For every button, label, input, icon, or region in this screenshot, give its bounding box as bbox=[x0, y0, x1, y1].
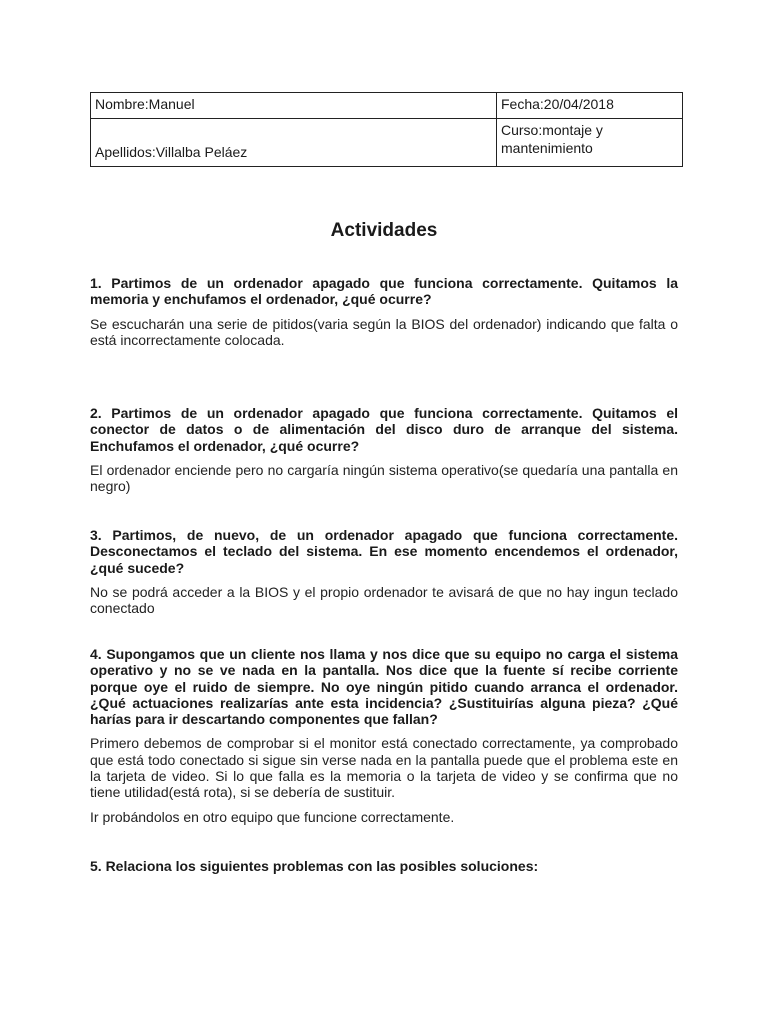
surname-cell: Apellidos:Villalba Peláez bbox=[91, 119, 497, 167]
activity-3 bbox=[90, 527, 678, 616]
question-5: 5. Relaciona los siguientes problemas con las posibles soluciones: bbox=[90, 858, 539, 874]
activity-5 bbox=[90, 858, 678, 874]
question-2: 2. Partimos de un ordenador apagado que funciona correctamente. Quitamos el conector de datos o de alimentación del disco duro de arranque del sistema. Enchufamos el ordenador, ¿qué ocurre? bbox=[90, 405, 678, 454]
question-4: 4. Supongamos que un cliente nos llama y nos dice que su equipo no carga el sistema operativo y no se ve nada en la pantalla. Nos dice que la fuente sí recibe corriente porque oye el ruido de siempre. No oye ningún pitido cuando arranca el ordenador. ¿Qué actuaciones realizarías ante esta incidencia? ¿Sustituirías alguna pieza? ¿Qué harías para ir descartando componentes que fallan? bbox=[90, 646, 678, 728]
course-cell: Curso:montaje y mantenimiento bbox=[497, 119, 683, 167]
question-1: 1. Partimos de un ordenador apagado que funciona correctamente. Quitamos la memoria y enchufamos el ordenador, ¿qué ocurre? bbox=[90, 275, 678, 308]
activity-2 bbox=[90, 405, 678, 494]
date-cell: Fecha:20/04/2018 bbox=[497, 93, 683, 119]
student-info-table bbox=[90, 92, 683, 167]
answer-1: Se escucharán una serie de pitidos(varia según la BIOS del ordenador) indicando que falta o está incorrectamente colocada. bbox=[90, 315, 678, 348]
activity-4 bbox=[90, 646, 678, 825]
page-title: Actividades bbox=[330, 220, 438, 241]
answer-3: No se podrá acceder a la BIOS y el propio ordenador te avisará de que no hay ingun teclado conectado bbox=[90, 583, 678, 617]
answer-4a: Primero debemos de comprobar si el monitor está conectado correctamente, ya comprobado que está todo conectado si sigue sin verse nada en la pantalla puede que el problema este en la tarjeta de video. Si lo que falla es la memoria o la tarjeta de video y se confirma que no tiene utilidad(está rota), si se debería de sustituir. bbox=[90, 735, 678, 801]
name-cell: Nombre:Manuel bbox=[91, 93, 497, 119]
answer-2: El ordenador enciende pero no cargaría ningún sistema operativo(se quedaría una pantalla en negro) bbox=[90, 461, 678, 495]
answer-4b: Ir probándolos en otro equipo que funcione correctamente. bbox=[90, 808, 455, 825]
activity-1 bbox=[90, 275, 678, 348]
question-3: 3. Partimos, de nuevo, de un ordenador apagado que funciona correctamente. Desconectamos el teclado del sistema. En ese momento encendemos el ordenador, ¿qué sucede? bbox=[90, 527, 678, 576]
